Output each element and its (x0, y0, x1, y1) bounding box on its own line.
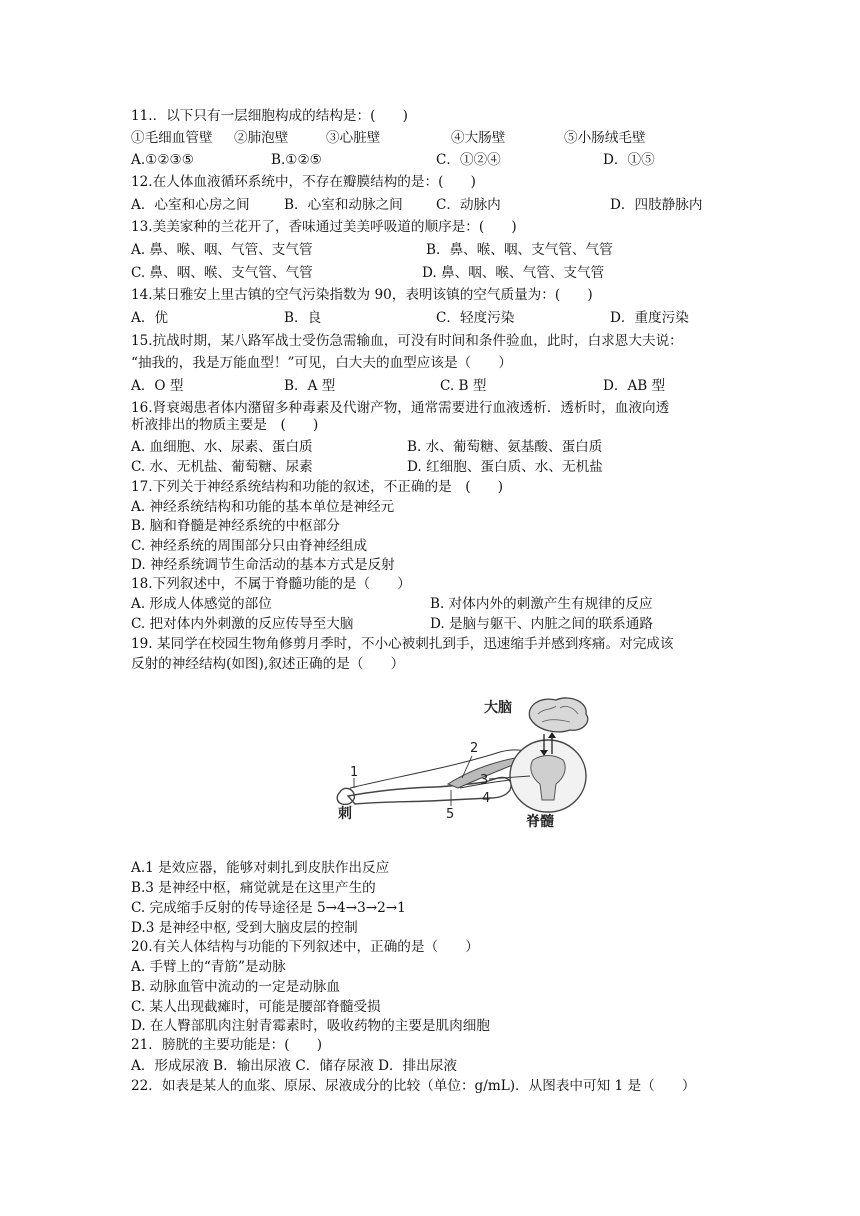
q17-option-a: A. 神经系统结构和功能的基本单位是神经元 (131, 499, 395, 515)
q12-option-d: D．四肢静脉内 (610, 197, 703, 213)
q11-item-4: ④大肠壁 (451, 130, 506, 146)
arrow-up-head (548, 732, 556, 738)
q13-stem: 13.美美家种的兰花开了，香味通过美美呼吸道的顺序是：( ) (131, 219, 517, 235)
q14-option-c: C．轻度污染 (436, 310, 515, 326)
q16-stem-line2: 析液排出的物质主要是 ( ) (131, 417, 319, 433)
q13-option-a: A. 鼻、喉、咽、气管、支气管 (131, 242, 313, 258)
q19-option-b: B.3 是神经中枢，痛觉就是在这里产生的 (131, 880, 376, 896)
q11-option-a: A.①②③⑤ (131, 152, 194, 168)
q15-stem-line2: “抽我的，我是万能血型！”可见，白大夫的血型应该是（ ） (131, 355, 512, 371)
q17-option-b: B. 脑和脊髓是神经系统的中枢部分 (131, 518, 340, 534)
q17-option-c: C. 神经系统的周围部分只由脊神经组成 (131, 538, 368, 554)
label-5: 5 (446, 807, 455, 822)
q16-option-a: A. 血细胞、水、尿素、蛋白质 (131, 439, 313, 455)
label-1: 1 (350, 765, 359, 780)
q12-option-c: C．动脉内 (436, 197, 501, 213)
sensory-nerve (350, 750, 536, 788)
q19-stem-line1: 19. 某同学在校园生物角修剪月季时，不小心被刺扎到手，迅速缩手并感到疼痛。对完成该 (131, 636, 674, 652)
q15-stem-line1: 15.抗战时期，某八路军战士受伤急需输血，可没有时间和条件验血，此时，白求恩大夫说： (131, 333, 683, 349)
q20-option-d: D. 在人臀部肌肉注射青霉素时，吸收药物的主要是肌肉细胞 (131, 1018, 490, 1034)
brain-shape (529, 698, 587, 732)
q13-option-d: D. 鼻、咽、喉、气管、支气管 (422, 265, 605, 281)
q19-option-d: D.3 是神经中枢, 受到大脑皮层的控制 (131, 920, 358, 936)
label-brain: 大脑 (484, 700, 512, 716)
q12-option-a: A．心室和心房之间 (131, 197, 250, 213)
q21-stem: 21．膀胱的主要功能是：( ) (131, 1037, 323, 1053)
label-spinal-cord: 脊髓 (526, 814, 554, 830)
q20-option-c: C. 某人出现截瘫时，可能是腰部脊髓受损 (131, 999, 381, 1015)
q14-stem: 14.某日雅安上里古镇的空气污染指数为 90，表明该镇的空气质量为：( ) (131, 287, 593, 303)
label-4: 4 (482, 791, 491, 806)
reflex-arc-figure (330, 688, 620, 836)
q14-option-d: D．重度污染 (610, 310, 689, 326)
q22-stem: 22．如表是某人的血浆、原尿、尿液成分的比较（单位：g/mL)．从图表中可知 1 是（ ） (131, 1078, 696, 1094)
q11-option-b: B.①②⑤ (271, 152, 322, 168)
q18-option-d: D. 是脑与躯干、内脏之间的联系通路 (430, 616, 653, 632)
q21-options: A．形成尿液 B．输出尿液 C．储存尿液 D．排出尿液 (131, 1058, 457, 1074)
q13-option-b: B．鼻、喉、咽、支气管、气管 (426, 242, 613, 258)
q15-option-c: C. B 型 (440, 378, 487, 394)
q15-option-a: A．O 型 (131, 378, 184, 394)
q17-option-d: D. 神经系统调节生命活动的基本方式是反射 (131, 557, 395, 573)
q11-item-5: ⑤小肠绒毛壁 (564, 130, 646, 146)
label-thorn: 刺 (338, 806, 352, 822)
q15-option-b: B．A 型 (284, 378, 336, 394)
q15-option-d: D．AB 型 (603, 378, 666, 394)
q11-item-3: ③心脏壁 (326, 130, 381, 146)
q19-option-c: C. 完成缩手反射的传导途径是 5→4→3→2→1 (131, 900, 406, 916)
q16-option-b: B. 水、葡萄糖、氨基酸、蛋白质 (407, 439, 603, 455)
q18-option-c: C. 把对体内外刺激的反应传导至大脑 (131, 616, 354, 632)
q12-stem: 12.在人体血液循环系统中，不存在瓣膜结构的是：( ) (131, 174, 476, 190)
q18-option-a: A. 形成人体感觉的部位 (131, 596, 272, 612)
q16-stem-line1: 16.肾衰竭患者体内潴留多种毒素及代谢产物，通常需要进行血液透析．透析时，血液向透 (131, 400, 670, 416)
q11-stem: 11.．以下只有一层细胞构成的结构是：( ) (131, 108, 408, 124)
q11-option-d: D．①⑤ (603, 152, 655, 168)
q11-item-1: ①毛细血管壁 (131, 130, 213, 146)
label-2: 2 (470, 741, 479, 756)
q11-item-2: ②肺泡壁 (234, 130, 289, 146)
q13-option-c: C. 鼻、咽、喉、支气管、气管 (131, 265, 313, 281)
q20-stem: 20.有关人体结构与功能的下列叙述中，正确的是（ ） (131, 939, 479, 955)
label-3: 3 (480, 773, 489, 788)
q16-option-d: D. 红细胞、蛋白质、水、无机盐 (407, 459, 603, 475)
q19-stem-line2: 反射的神经结构(如图),叙述正确的是（ ） (131, 656, 405, 672)
q12-option-b: B．心室和动脉之间 (284, 197, 403, 213)
q20-option-b: B. 动脉血管中流动的一定是动脉血 (131, 979, 340, 995)
q11-option-c: C．①②④ (436, 152, 501, 168)
q19-option-a: A.1 是效应器，能够对刺扎到皮肤作出反应 (131, 860, 390, 876)
q14-option-b: B．良 (284, 310, 322, 326)
q17-stem: 17.下列关于神经系统结构和功能的叙述，不正确的是 ( ) (131, 479, 504, 495)
q20-option-a: A. 手臂上的“青筋”是动脉 (131, 959, 286, 975)
hand-outline (337, 788, 354, 804)
q16-option-c: C. 水、无机盐、葡萄糖、尿素 (131, 459, 313, 475)
q18-stem: 18.下列叙述中，不属于脊髓功能的是（ ） (131, 576, 411, 592)
q18-option-b: B. 对体内外的刺激产生有规律的反应 (430, 596, 653, 612)
q14-option-a: A．优 (131, 310, 169, 326)
